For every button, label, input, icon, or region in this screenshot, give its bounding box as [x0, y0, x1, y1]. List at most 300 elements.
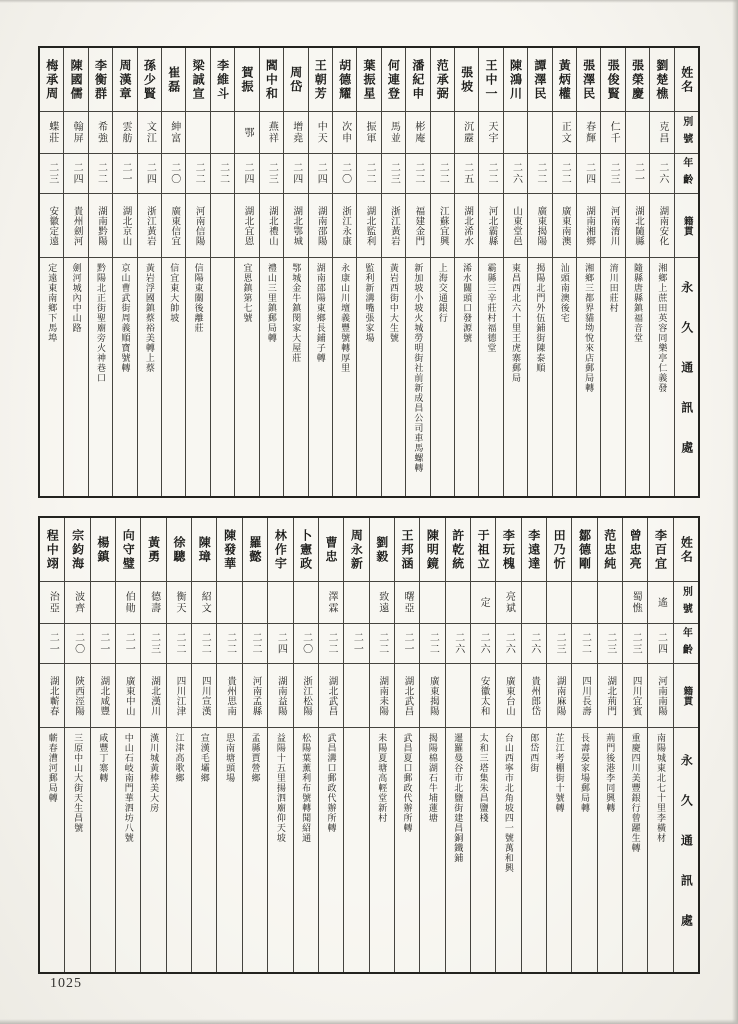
native-cell: [319, 664, 343, 728]
person-name: 葉振星: [362, 58, 377, 101]
person-native: 湖北京山: [120, 205, 131, 246]
person-name: 張坡: [459, 65, 474, 94]
person-age: 二二: [437, 162, 449, 185]
native-cell: [496, 664, 520, 728]
person-name: 黃勇: [146, 535, 161, 564]
person-alias: 翰屏: [71, 121, 83, 144]
alias-cell: [65, 582, 89, 624]
person-address: 信宜東大帥坡: [169, 263, 180, 323]
name-cell: [319, 518, 343, 582]
alias-cell: [598, 582, 622, 624]
addr-cell: [598, 728, 622, 972]
header-label: 別號: [680, 115, 692, 150]
name-cell: [522, 518, 546, 582]
person-age: 二二: [326, 632, 338, 655]
addr-cell: [141, 728, 165, 972]
person-native: 浙江黃岩: [144, 205, 155, 246]
age-cell: [217, 624, 241, 664]
native-cell: [64, 194, 87, 258]
person-column: [521, 518, 546, 972]
person-address: 宣漢毛壩鄉: [199, 733, 210, 783]
name-cell: [626, 48, 649, 112]
person-age: 二六: [528, 632, 540, 655]
name-cell: [446, 518, 470, 582]
native-cell: [650, 194, 673, 258]
person-native: 湖北武昌: [326, 675, 337, 716]
name-cell: [333, 48, 356, 112]
native-cell: [211, 194, 234, 258]
age-cell: [431, 154, 454, 194]
alias-cell: [522, 582, 546, 624]
person-native: 安徽定遠: [47, 205, 58, 246]
person-column: [470, 518, 495, 972]
person-alias: 雲舫: [119, 121, 131, 144]
alias-cell: [528, 112, 551, 154]
alias-cell: [479, 112, 502, 154]
name-cell: [344, 518, 368, 582]
person-name: 賀振: [239, 65, 254, 94]
person-native: 湖南邵陽: [315, 205, 326, 246]
age-cell: [553, 154, 576, 194]
addr-cell: [138, 258, 161, 496]
native-cell: [431, 194, 454, 258]
person-native: 貴州思南: [225, 675, 236, 716]
addr-cell: [446, 728, 470, 972]
person-name: 閻中和: [264, 58, 279, 101]
name-cell: [547, 518, 571, 582]
header-label: 籍貫: [681, 215, 692, 236]
alias-cell: [186, 112, 209, 154]
person-address: 中山石岐南門華泗坊八號: [123, 733, 134, 843]
person-age: 二一: [123, 632, 135, 655]
person-name: 李遠達: [526, 528, 541, 571]
name-cell: [420, 518, 444, 582]
person-age: 二一: [632, 162, 644, 185]
age-cell: [138, 154, 161, 194]
addr-cell: [504, 258, 527, 496]
native-cell: [40, 194, 63, 258]
person-name: 梁誠宣: [191, 58, 206, 101]
person-age: 二四: [655, 632, 667, 655]
addr-cell: [167, 728, 191, 972]
person-native: 四川宜賓: [630, 675, 641, 716]
person-name: 于祖立: [476, 528, 491, 571]
native-cell: [268, 664, 292, 728]
person-age: 二二: [193, 162, 205, 185]
native-cell: [406, 194, 429, 258]
age-cell: [235, 154, 258, 194]
name-cell: [577, 48, 600, 112]
person-name: 張榮慶: [630, 58, 645, 101]
person-alias: 蜀憔: [630, 591, 642, 614]
native-cell: [309, 194, 332, 258]
name-cell: [479, 48, 502, 112]
person-native: 湖北監利: [364, 205, 375, 246]
person-address: 揭陽棉湖石牛埔蓮塘: [427, 733, 438, 823]
person-native: 廣東台山: [503, 675, 514, 716]
person-alias: 紳富: [168, 121, 180, 144]
age-cell: [623, 624, 647, 664]
header-label: 姓名: [679, 535, 694, 564]
native-cell: [89, 194, 112, 258]
person-name: 潘紀申: [410, 58, 425, 101]
alias-cell: [626, 112, 649, 154]
addr-cell: [357, 258, 380, 496]
addr-cell: [260, 258, 283, 496]
header-cell: [674, 624, 698, 664]
person-name: 陳明鏡: [425, 528, 440, 571]
person-column: [625, 48, 649, 496]
native-cell: [113, 194, 136, 258]
age-cell: [626, 154, 649, 194]
person-age: 二三: [604, 632, 616, 655]
person-column: [571, 518, 596, 972]
person-address: 武昌夏口郵政代辦所轉: [402, 733, 413, 833]
age-cell: [471, 624, 495, 664]
person-native: 河北霸縣: [486, 205, 497, 246]
person-column: [394, 518, 419, 972]
alias-cell: [64, 112, 87, 154]
header-label: 永久通訊處: [679, 754, 694, 954]
person-native: 湖南耒陽: [377, 675, 388, 716]
age-cell: [650, 154, 673, 194]
person-address: 湖南邵陽東鄉長鋪子轉: [315, 263, 326, 363]
person-address: 信陽東關後離莊: [193, 263, 204, 333]
native-cell: [260, 194, 283, 258]
age-cell: [113, 154, 136, 194]
native-cell: [91, 664, 115, 728]
person-name: 楊鎮: [95, 535, 110, 564]
person-native: 湖北武昌: [402, 675, 413, 716]
person-age: 二二: [224, 632, 236, 655]
age-cell: [284, 154, 307, 194]
alias-cell: [577, 112, 600, 154]
person-age: 二二: [427, 632, 439, 655]
person-name: 李玩槐: [501, 528, 516, 571]
addr-cell: [528, 258, 551, 496]
person-alias: 遙: [655, 596, 667, 609]
age-cell: [601, 154, 624, 194]
native-cell: [141, 664, 165, 728]
alias-cell: [333, 112, 356, 154]
addr-cell: [522, 728, 546, 972]
person-name: 胡德耀: [337, 58, 352, 101]
person-native: 湖北鄂城: [291, 205, 302, 246]
person-age: 二三: [148, 632, 160, 655]
person-address: 汕頭南澳後宅: [559, 263, 570, 323]
person-address: 江津高歌鄉: [174, 733, 185, 783]
person-column: [622, 518, 647, 972]
age-cell: [528, 154, 551, 194]
alias-cell: [648, 582, 672, 624]
person-name: 鄒德剛: [577, 528, 592, 571]
alias-cell: [382, 112, 405, 154]
person-column: [242, 518, 267, 972]
person-column: [445, 518, 470, 972]
registry-table-bottom: [38, 516, 700, 974]
addr-cell: [382, 258, 405, 496]
person-column: [293, 518, 318, 972]
person-age: 二一: [402, 632, 414, 655]
person-column: [597, 518, 622, 972]
person-alias: 鄂: [241, 126, 253, 139]
person-name: 劉毅: [374, 535, 389, 564]
age-cell: [598, 624, 622, 664]
person-column: [495, 518, 520, 972]
age-cell: [319, 624, 343, 664]
age-cell: [243, 624, 267, 664]
age-cell: [192, 624, 216, 664]
person-alias: 蝶莊: [46, 121, 58, 144]
person-age: 二〇: [168, 162, 180, 185]
alias-cell: [344, 582, 368, 624]
native-cell: [395, 664, 419, 728]
age-cell: [309, 154, 332, 194]
person-column: [369, 518, 394, 972]
person-name: 黃炳權: [557, 58, 572, 101]
person-address: 台山西寧市北角坡四一號萬和興: [503, 733, 514, 873]
person-age: 二二: [364, 162, 376, 185]
person-alias: 希強: [95, 121, 107, 144]
name-cell: [504, 48, 527, 112]
age-cell: [370, 624, 394, 664]
person-column: [332, 48, 356, 496]
addr-cell: [420, 728, 444, 972]
person-column: [137, 48, 161, 496]
person-name: 張俊賢: [606, 58, 621, 101]
alias-cell: [406, 112, 429, 154]
native-cell: [522, 664, 546, 728]
person-name: 陳國儒: [69, 58, 84, 101]
person-name: 周漢章: [117, 58, 132, 101]
native-cell: [420, 664, 444, 728]
native-cell: [294, 664, 318, 728]
person-name: 張澤民: [581, 58, 596, 101]
alias-cell: [268, 582, 292, 624]
native-cell: [553, 194, 576, 258]
person-age: 二一: [351, 632, 363, 655]
person-column: [267, 518, 292, 972]
person-address: 湘鄉三都界貓坳悅來店郵局轉: [584, 263, 595, 393]
addr-cell: [235, 258, 258, 496]
person-alias: 仁千: [608, 121, 620, 144]
age-cell: [167, 624, 191, 664]
person-alias: 增堯: [290, 121, 302, 144]
person-native: 浙江永康: [340, 205, 351, 246]
name-cell: [235, 48, 258, 112]
person-column: [356, 48, 380, 496]
alias-cell: [116, 582, 140, 624]
person-address: 湘鄉上蔗田英容同樂亭仁義發: [657, 263, 668, 393]
person-name: 周岱: [288, 65, 303, 94]
person-alias: 振軍: [364, 121, 376, 144]
person-name: 田乃忻: [552, 528, 567, 571]
alias-cell: [420, 582, 444, 624]
header-label: 永久通訊處: [679, 281, 694, 481]
addr-cell: [40, 728, 64, 972]
age-cell: [268, 624, 292, 664]
person-address: 芷江考棚街十號轉: [554, 733, 565, 813]
person-age: 二二: [199, 632, 211, 655]
native-cell: [528, 194, 551, 258]
native-cell: [598, 664, 622, 728]
name-cell: [40, 518, 64, 582]
person-age: 二四: [583, 162, 595, 185]
native-cell: [235, 194, 258, 258]
person-name: 范承弼: [435, 58, 450, 101]
native-cell: [162, 194, 185, 258]
name-cell: [528, 48, 551, 112]
person-age: 二六: [510, 162, 522, 185]
person-address: 松陽葉薰利布號轉聞紹通: [301, 733, 312, 843]
age-cell: [64, 154, 87, 194]
person-column: [527, 48, 551, 496]
person-name: 陳璋: [197, 535, 212, 564]
person-column: [115, 518, 140, 972]
age-cell: [382, 154, 405, 194]
header-label: 別號: [680, 585, 692, 620]
person-age: 二二: [486, 162, 498, 185]
person-column: [552, 48, 576, 496]
person-native: 湖北浠水: [462, 205, 473, 246]
alias-cell: [309, 112, 332, 154]
person-alias: 文江: [144, 121, 156, 144]
person-alias: 克昌: [656, 121, 668, 144]
header-cell: [675, 48, 698, 112]
header-label: 年齡: [680, 626, 692, 661]
addr-cell: [648, 728, 672, 972]
alias-cell: [260, 112, 283, 154]
name-cell: [496, 518, 520, 582]
scan-edge-bottom: [0, 1019, 738, 1024]
addr-cell: [91, 728, 115, 972]
person-name: 林作宇: [273, 528, 288, 571]
person-address: 監利新溝嘴張家場: [364, 263, 375, 343]
addr-cell: [547, 728, 571, 972]
alias-cell: [284, 112, 307, 154]
person-alias: 衡天: [173, 591, 185, 614]
header-cell: [674, 518, 698, 582]
addr-cell: [162, 258, 185, 496]
person-alias: 燕祥: [266, 121, 278, 144]
person-name: 崔磊: [166, 65, 181, 94]
person-name: 陳發華: [222, 528, 237, 571]
age-cell: [547, 624, 571, 664]
person-native: 湖南安化: [657, 205, 668, 246]
age-cell: [89, 154, 112, 194]
addr-cell: [116, 728, 140, 972]
person-column: [318, 518, 343, 972]
age-cell: [479, 154, 502, 194]
name-cell: [91, 518, 115, 582]
native-cell: [167, 664, 191, 728]
person-address: 黔陽北正街聖廟旁火神巷口: [96, 263, 107, 383]
name-cell: [623, 518, 647, 582]
header-label: 年齡: [680, 156, 692, 191]
person-address: 京山曹武街周義順寶號轉: [120, 263, 131, 373]
age-cell: [455, 154, 478, 194]
person-native: 四川長壽: [579, 675, 590, 716]
name-cell: [553, 48, 576, 112]
age-cell: [65, 624, 89, 664]
alias-cell: [553, 112, 576, 154]
age-cell: [294, 624, 318, 664]
header-label: 籍貫: [681, 685, 692, 706]
header-column: [674, 48, 698, 496]
alias-cell: [357, 112, 380, 154]
person-column: [191, 518, 216, 972]
person-address: 宜恩鎮第七號: [242, 263, 253, 323]
age-cell: [91, 624, 115, 664]
person-column: [405, 48, 429, 496]
alias-cell: [650, 112, 673, 154]
addr-cell: [344, 728, 368, 972]
name-cell: [357, 48, 380, 112]
person-age: 二三: [388, 162, 400, 185]
person-native: 四川宣漢: [199, 675, 210, 716]
person-address: 蘄春漕河郵局轉: [47, 733, 58, 803]
addr-cell: [294, 728, 318, 972]
addr-cell: [455, 258, 478, 496]
person-address: 耒陽夏塘高輕堂新村: [377, 733, 388, 823]
person-name: 曹忠: [324, 535, 339, 564]
person-age: 二一: [119, 162, 131, 185]
person-address: 孟縣賈營鄉: [250, 733, 261, 783]
header-column: [673, 518, 698, 972]
age-cell: [141, 624, 165, 664]
person-address: 上海交通銀行: [437, 263, 448, 323]
person-native: 湖南湘鄉: [584, 205, 595, 246]
person-age: 二〇: [339, 162, 351, 185]
person-alias: 亮斌: [503, 591, 515, 614]
age-cell: [577, 154, 600, 194]
native-cell: [572, 664, 596, 728]
person-alias: 伯勛: [123, 591, 135, 614]
alias-cell: [162, 112, 185, 154]
alias-cell: [211, 112, 234, 154]
alias-cell: [471, 582, 495, 624]
name-cell: [382, 48, 405, 112]
age-cell: [572, 624, 596, 664]
person-column: [381, 48, 405, 496]
alias-cell: [89, 112, 112, 154]
alias-cell: [623, 582, 647, 624]
person-native: 浙江黃岩: [388, 205, 399, 246]
person-age: 二二: [173, 632, 185, 655]
addr-cell: [40, 258, 63, 496]
name-cell: [217, 518, 241, 582]
person-native: 湖北荊門: [605, 675, 616, 716]
person-age: 二四: [241, 162, 253, 185]
name-cell: [260, 48, 283, 112]
age-cell: [40, 624, 64, 664]
person-address: 三原中山大街天生昌號: [73, 733, 84, 833]
person-native: 安徽太和: [478, 675, 489, 716]
addr-cell: [395, 728, 419, 972]
person-name: 劉楚樵: [654, 58, 669, 101]
person-age: 二三: [608, 162, 620, 185]
person-alias: 次申: [339, 121, 351, 144]
addr-cell: [601, 258, 624, 496]
person-age: 二六: [503, 632, 515, 655]
addr-cell: [496, 728, 520, 972]
alias-cell: [40, 112, 63, 154]
person-age: 二五: [461, 162, 473, 185]
alias-cell: [113, 112, 136, 154]
person-column: [430, 48, 454, 496]
native-cell: [446, 664, 470, 728]
person-address: 漢川城黃棒美大房: [149, 733, 160, 813]
